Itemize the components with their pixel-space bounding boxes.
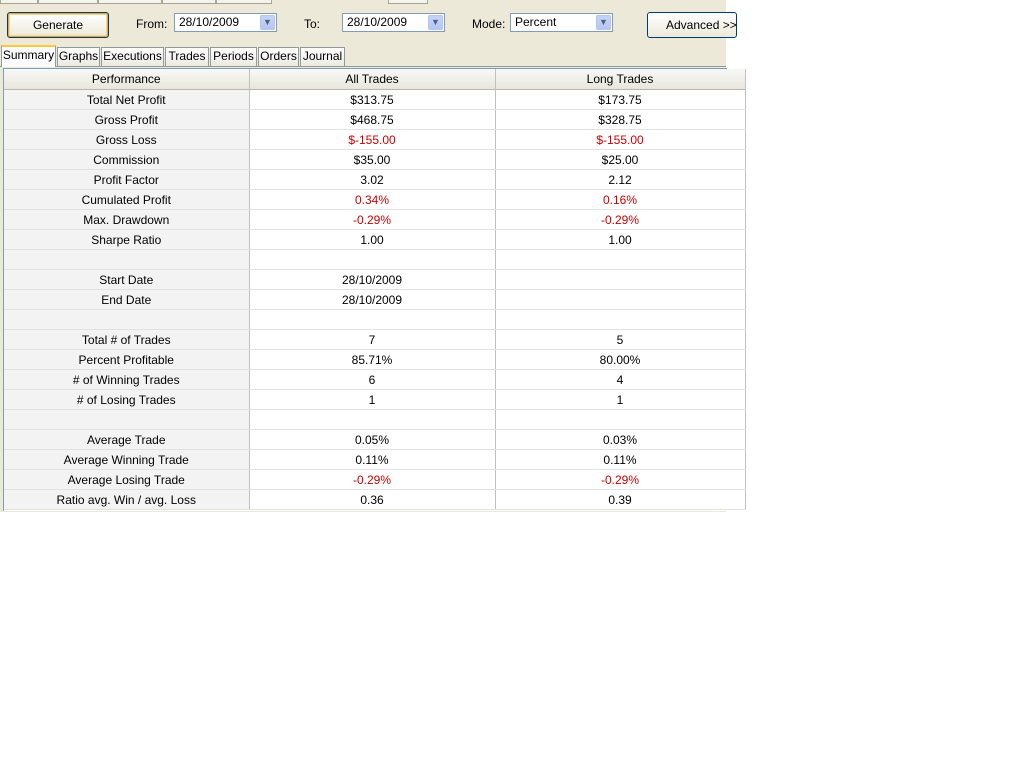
row-label: Total Net Profit: [4, 90, 249, 110]
long-trades-cell: 0.39: [495, 490, 745, 510]
row-label: End Date: [4, 290, 249, 310]
table-row[interactable]: [4, 210, 745, 230]
row-label: [4, 410, 249, 430]
to-label: To:: [304, 17, 321, 31]
all-trades-cell: 28/10/2009: [249, 290, 495, 310]
mode-label: Mode:: [472, 17, 506, 31]
table-row[interactable]: [4, 450, 745, 470]
row-label: Start Date: [4, 270, 249, 290]
header-row: [4, 69, 745, 90]
table-row[interactable]: [4, 130, 745, 150]
long-trades-cell: 1: [495, 390, 745, 410]
all-trades-cell: 85.71%: [249, 350, 495, 370]
long-trades-cell: 80.00%: [495, 350, 745, 370]
table-row[interactable]: [4, 290, 745, 310]
row-label: Total # of Trades: [4, 330, 249, 350]
tab-summary[interactable]: Summary: [1, 45, 56, 67]
generate-button[interactable]: Generate: [7, 12, 109, 38]
to-date-value: 28/10/2009: [347, 15, 408, 29]
report-tabs: [0, 45, 726, 67]
all-trades-cell: [249, 410, 495, 430]
performance-grid[interactable]: [3, 68, 727, 511]
row-label: Average Winning Trade: [4, 450, 249, 470]
table-row[interactable]: [4, 190, 745, 210]
all-trades-cell: -0.29%: [249, 470, 495, 490]
table-row[interactable]: [4, 430, 745, 450]
long-trades-cell: 0.16%: [495, 190, 745, 210]
long-trades-cell: 0.11%: [495, 450, 745, 470]
row-label: Gross Loss: [4, 130, 249, 150]
column-header-long-trades[interactable]: Long Trades: [495, 69, 745, 90]
long-trades-cell: [495, 250, 745, 270]
long-trades-cell: -0.29%: [495, 210, 745, 230]
tab-journal[interactable]: Journal: [300, 47, 345, 66]
long-trades-cell: 2.12: [495, 170, 745, 190]
from-date-value: 28/10/2009: [179, 15, 240, 29]
row-label: Gross Profit: [4, 110, 249, 130]
all-trades-cell: 0.34%: [249, 190, 495, 210]
performance-report-window: [0, 0, 737, 512]
table-row[interactable]: [4, 270, 745, 290]
long-trades-cell: 0.03%: [495, 430, 745, 450]
long-trades-cell: [495, 410, 745, 430]
all-trades-cell: $-155.00: [249, 130, 495, 150]
long-trades-cell: $25.00: [495, 150, 745, 170]
row-label: Cumulated Profit: [4, 190, 249, 210]
row-label: # of Winning Trades: [4, 370, 249, 390]
all-trades-cell: 0.36: [249, 490, 495, 510]
table-row[interactable]: [4, 90, 745, 110]
all-trades-cell: $313.75: [249, 90, 495, 110]
all-trades-cell: 1.00: [249, 230, 495, 250]
table-row[interactable]: [4, 370, 745, 390]
row-label: Ratio avg. Win / avg. Loss: [4, 490, 249, 510]
long-trades-cell: [495, 270, 745, 290]
all-trades-cell: 1: [249, 390, 495, 410]
all-trades-cell: 6: [249, 370, 495, 390]
row-label: Profit Factor: [4, 170, 249, 190]
row-label: Commission: [4, 150, 249, 170]
row-label: Sharpe Ratio: [4, 230, 249, 250]
from-label: From:: [136, 17, 168, 31]
long-trades-cell: 5: [495, 330, 745, 350]
tab-divider: [0, 66, 726, 67]
row-label: Average Losing Trade: [4, 470, 249, 490]
long-trades-cell: $173.75: [495, 90, 745, 110]
table-row[interactable]: [4, 170, 745, 190]
advanced-button[interactable]: Advanced >>: [647, 12, 737, 38]
tab-orders[interactable]: Orders: [258, 47, 299, 66]
tab-trades[interactable]: Trades: [165, 47, 209, 66]
tab-graphs[interactable]: Graphs: [57, 47, 100, 66]
table-row[interactable]: [4, 350, 745, 370]
tab-executions[interactable]: Executions: [101, 47, 164, 66]
all-trades-cell: $35.00: [249, 150, 495, 170]
mode-value: Percent: [515, 15, 557, 29]
long-trades-cell: $328.75: [495, 110, 745, 130]
clipped-tab-strip: [0, 0, 726, 4]
table-row[interactable]: [4, 110, 745, 130]
table-row[interactable]: [4, 330, 745, 350]
long-trades-cell: [495, 310, 745, 330]
all-trades-cell: -0.29%: [249, 210, 495, 230]
all-trades-cell: 7: [249, 330, 495, 350]
chevron-down-icon[interactable]: ▼: [260, 15, 275, 30]
table-row[interactable]: [4, 390, 745, 410]
clipped-tab[interactable]: [0, 0, 38, 4]
table-row[interactable]: [4, 310, 745, 330]
table-row[interactable]: [4, 470, 745, 490]
long-trades-cell: [495, 290, 745, 310]
all-trades-cell: [249, 250, 495, 270]
table-row[interactable]: [4, 150, 745, 170]
row-label: # of Losing Trades: [4, 390, 249, 410]
tab-periods[interactable]: Periods: [210, 47, 257, 66]
all-trades-cell: 0.11%: [249, 450, 495, 470]
chevron-down-icon[interactable]: ▼: [596, 15, 611, 30]
table-row[interactable]: [4, 250, 745, 270]
clipped-tab[interactable]: [162, 0, 216, 4]
summary-table: [4, 69, 746, 510]
clipped-tab[interactable]: [98, 0, 162, 4]
row-label: [4, 310, 249, 330]
long-trades-cell: 1.00: [495, 230, 745, 250]
row-label: Percent Profitable: [4, 350, 249, 370]
clipped-tab[interactable]: [388, 0, 428, 4]
chevron-down-icon[interactable]: ▼: [428, 15, 443, 30]
clipped-tab[interactable]: [38, 0, 98, 4]
all-trades-cell: 3.02: [249, 170, 495, 190]
table-row[interactable]: [4, 490, 745, 510]
column-header-performance[interactable]: Performance: [4, 69, 249, 90]
table-row[interactable]: [4, 230, 745, 250]
all-trades-cell: 28/10/2009: [249, 270, 495, 290]
clipped-tab[interactable]: [216, 0, 272, 4]
all-trades-cell: $468.75: [249, 110, 495, 130]
long-trades-cell: -0.29%: [495, 470, 745, 490]
row-label: Max. Drawdown: [4, 210, 249, 230]
row-label: Average Trade: [4, 430, 249, 450]
to-date-picker[interactable]: [342, 13, 445, 32]
from-date-picker[interactable]: [174, 13, 277, 32]
long-trades-cell: $-155.00: [495, 130, 745, 150]
column-header-all-trades[interactable]: All Trades: [249, 69, 495, 90]
report-toolbar: [0, 6, 737, 40]
long-trades-cell: 4: [495, 370, 745, 390]
all-trades-cell: [249, 310, 495, 330]
all-trades-cell: 0.05%: [249, 430, 495, 450]
mode-select[interactable]: [510, 13, 613, 32]
table-row[interactable]: [4, 410, 745, 430]
row-label: [4, 250, 249, 270]
